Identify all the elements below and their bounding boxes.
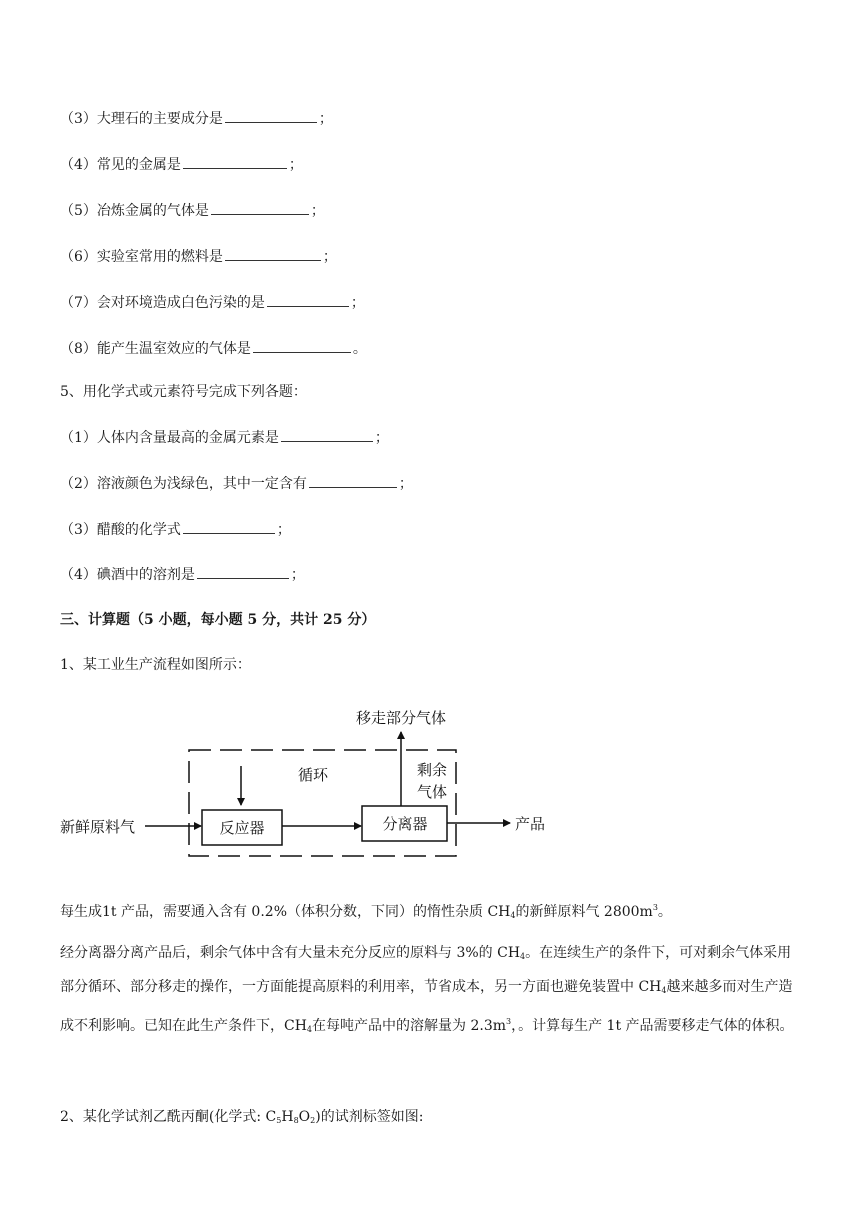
item-label: （4）碘酒中的溶剂是 [60, 567, 195, 583]
reactor-label: 反应器 [219, 819, 265, 837]
item-tail: ； [318, 111, 333, 127]
item-label: （3）大理石的主要成分是 [60, 111, 223, 127]
q5-item-3 [60, 519, 291, 540]
answer-blank[interactable] [183, 154, 287, 169]
item-tail: ； [288, 157, 303, 173]
answer-blank[interactable] [197, 564, 289, 579]
item-tail: ； [276, 522, 291, 538]
q4-item-7 [60, 292, 365, 313]
remaining-gas-label-2: 气体 [416, 783, 448, 801]
answer-blank[interactable] [211, 200, 309, 215]
item-label: （3）醋酸的化学式 [60, 522, 181, 538]
q4-item-5 [60, 200, 325, 221]
item-tail: ； [310, 203, 325, 219]
q4-item-4 [60, 154, 303, 175]
item-label: （4）常见的金属是 [60, 157, 181, 173]
item-tail: ； [290, 567, 305, 583]
item-label: （6）实验室常用的燃料是 [60, 249, 223, 265]
product-label: 产品 [515, 815, 546, 833]
item-label: （1）人体内含量最高的金属元素是 [60, 430, 279, 446]
q5-item-4 [60, 564, 305, 585]
answer-blank[interactable] [281, 427, 373, 442]
remove-gas-label: 移走部分气体 [355, 709, 447, 727]
q1-title: 1、某工业生产流程如图所示： [60, 657, 251, 673]
item-tail: ； [374, 430, 389, 446]
q2-title: 2、某化学试剂乙酰丙酮(化学式: $C_5H_8O_2$)的试剂标签如图: [60, 1109, 424, 1125]
answer-blank[interactable] [309, 473, 397, 488]
feed-gas-label: 新鲜原料气 [60, 818, 136, 836]
process-flow-diagram [55, 700, 555, 865]
separator-label: 分离器 [382, 815, 428, 833]
item-label: （2）溶液颜色为浅绿色，其中一定含有 [60, 476, 307, 492]
item-label: （7）会对环境造成白色污染的是 [60, 295, 265, 311]
item-tail: 。 [352, 341, 367, 357]
q5-item-2 [60, 473, 413, 494]
q4-item-3 [60, 108, 333, 129]
section-heading: 三、计算题（5 小题，每小题 5 分，共计 25 分） [60, 612, 376, 628]
remaining-gas-label-1: 剩余 [416, 761, 448, 779]
q4-item-6 [60, 246, 337, 267]
cycle-label: 循环 [297, 766, 329, 784]
item-label: （5）冶炼金属的气体是 [60, 203, 209, 219]
answer-blank[interactable] [183, 519, 275, 534]
q5-title: 5、用化学式或元素符号完成下列各题： [60, 384, 307, 400]
answer-blank[interactable] [225, 246, 321, 261]
item-label: （8）能产生温室效应的气体是 [60, 341, 251, 357]
problem-paragraph-1: 每生成1t 产品，需要通入含有 0.2%（体积分数，下同）的惰性杂质 $CH_4$的新鲜原料气 $2800m^3$。 [60, 903, 672, 920]
q4-item-8 [60, 338, 367, 359]
answer-blank[interactable] [253, 338, 351, 353]
item-tail: ； [322, 249, 337, 265]
item-tail: ； [398, 476, 413, 492]
answer-blank[interactable] [225, 108, 317, 123]
problem-paragraph-2: 经分离器分离产品后，剩余气体中含有大量未充分反应的原料与 3%的 $CH_4$。在连续生产的条件下，可对剩余气体采用部分循环、部分移走的操作，一方面能提高原料的利用率，节省成本，另一方面也避免装置中 $CH_4$越来越多而对生产造成不利影响。已知在此生产条件下，$CH_4$在每吨产品中的溶解量为 $2.3m^3$，。计算每生产 1t 产品需要移走气体的体积。 [60, 945, 794, 1034]
answer-blank[interactable] [267, 292, 349, 307]
q5-item-1 [60, 427, 389, 448]
item-tail: ； [350, 295, 365, 311]
